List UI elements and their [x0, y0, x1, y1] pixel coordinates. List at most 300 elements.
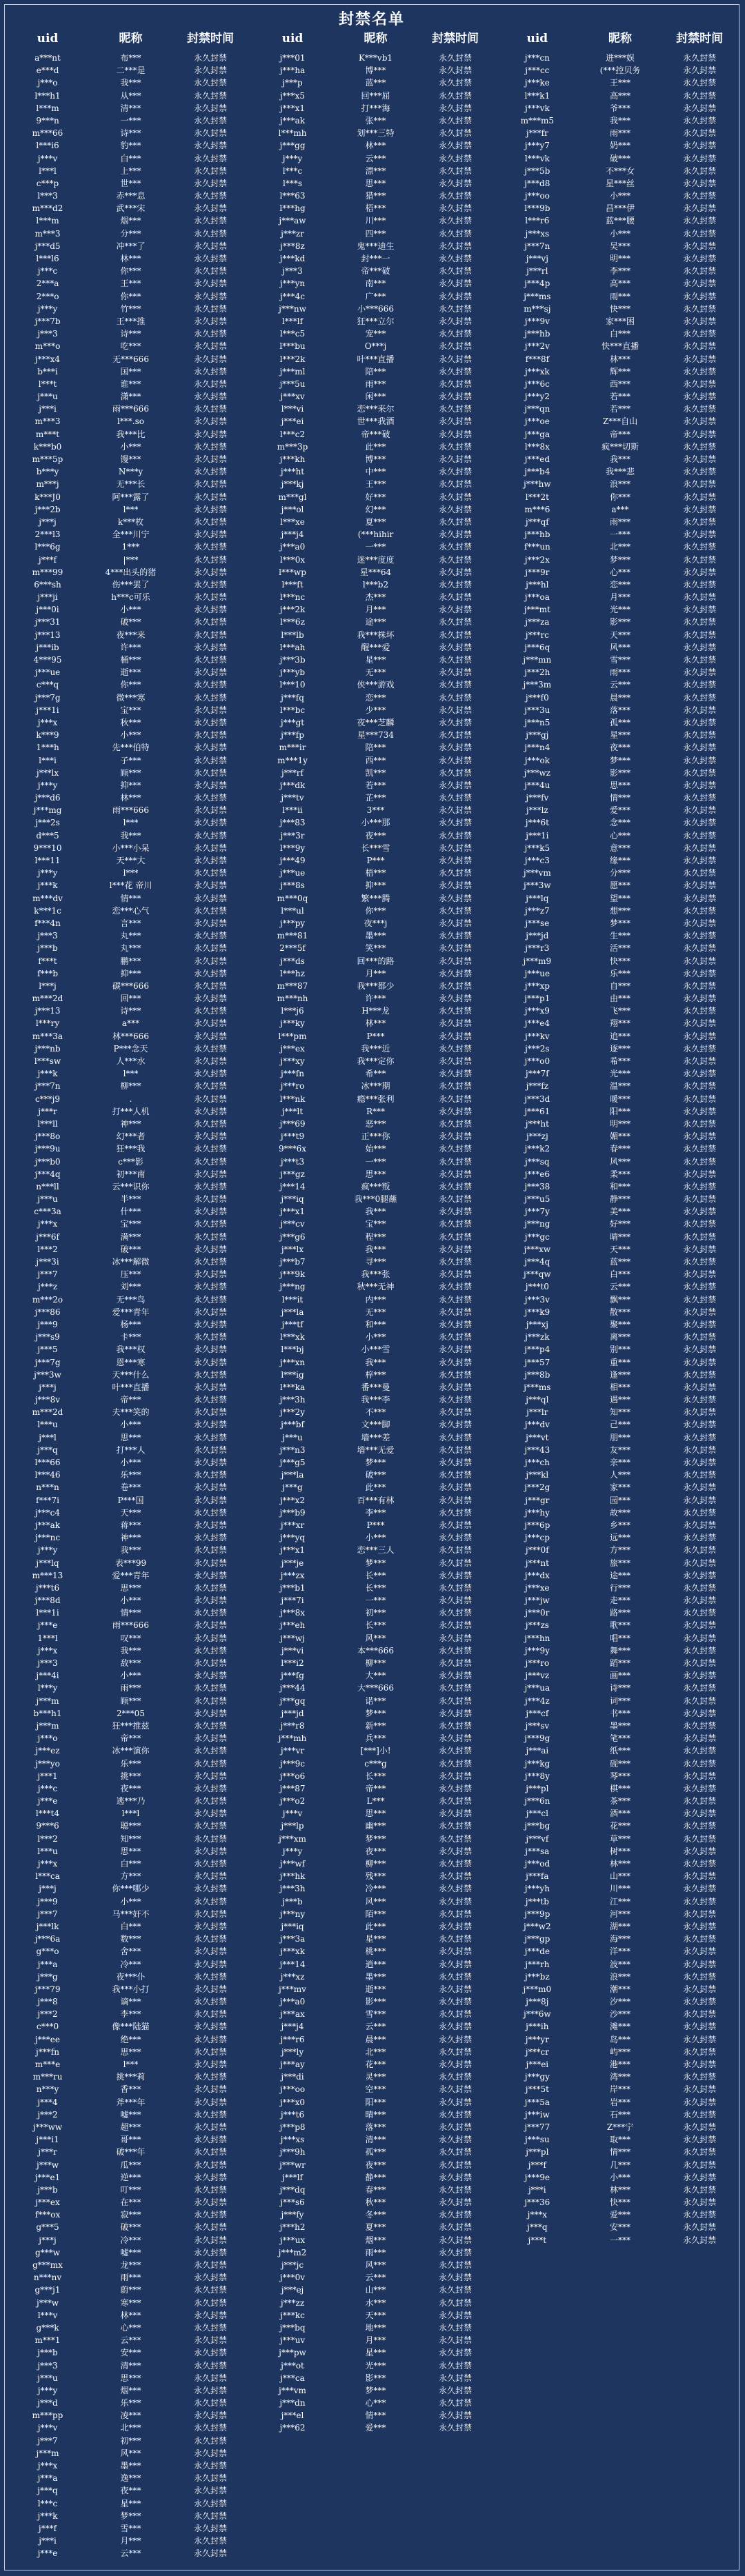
ban-entry — [495, 2409, 739, 2422]
ban-entry — [250, 1870, 495, 1882]
table-row — [5, 2096, 739, 2109]
ban-time-cell: 永久封禁 — [438, 504, 472, 514]
ban-time-cell: 永久封禁 — [683, 329, 717, 339]
ban-entry — [495, 114, 739, 127]
ban-time-cell: 永久封禁 — [193, 2034, 227, 2044]
uid-cell — [495, 2459, 580, 2472]
uid-cell: j***0v — [279, 2273, 306, 2283]
nickname-cell: 己*** — [609, 1420, 630, 1430]
uid-cell: j***mt — [524, 605, 550, 615]
ban-entry — [5, 1858, 250, 1870]
ban-time-cell: 永久封禁 — [683, 504, 717, 514]
ban-entry — [495, 1369, 739, 1381]
table-row — [5, 1030, 739, 1043]
uid-cell: j***m — [36, 1695, 59, 1706]
ban-time-cell: 永久封禁 — [683, 1934, 717, 1944]
nickname-cell: P***念天 — [113, 1043, 148, 1054]
table-row — [5, 1795, 739, 1807]
ban-time-cell: 永久封禁 — [193, 1345, 227, 1355]
ban-time-cell: 永久封禁 — [683, 2135, 717, 2145]
ban-time-cell: 永久封禁 — [683, 1984, 717, 1994]
ban-time-cell: 永久封禁 — [683, 203, 717, 214]
table-row — [5, 1695, 739, 1707]
uid-cell: j***nb — [34, 1043, 61, 1054]
ban-entry — [495, 1682, 739, 1694]
ban-time-cell: 永久封禁 — [438, 1043, 472, 1054]
ban-entry — [495, 378, 739, 390]
table-row — [5, 1130, 739, 1143]
ban-entry — [5, 1720, 250, 1732]
ban-time-cell: 永久封禁 — [683, 579, 717, 590]
nickname-cell: 滩*** — [609, 2022, 630, 2032]
nickname-cell: 林*** — [609, 2184, 630, 2195]
nickname-cell: N***y — [118, 467, 143, 477]
nickname-cell — [580, 2459, 661, 2472]
ban-entry — [250, 2008, 495, 2020]
ban-time-cell: 永久封禁 — [438, 392, 472, 402]
ban-time-cell: 永久封禁 — [193, 1382, 227, 1392]
ban-time-cell: 永久封禁 — [438, 1533, 472, 1543]
uid-cell: j***r3 — [525, 943, 550, 954]
ban-time-cell: 永久封禁 — [193, 2486, 227, 2496]
ban-entry — [495, 1607, 739, 1619]
ban-time-cell — [660, 2284, 739, 2296]
header-group — [250, 28, 495, 49]
uid-cell: j***k2 — [524, 1144, 550, 1154]
uid-cell: j***13 — [34, 630, 61, 640]
ban-entry — [495, 2196, 739, 2208]
ban-entry — [495, 2208, 739, 2221]
uid-cell: j***dk — [279, 780, 306, 790]
ban-time-cell: 永久封禁 — [438, 2335, 472, 2346]
uid-cell: j***v — [37, 2423, 58, 2433]
ban-time-cell: 永久封禁 — [438, 1821, 472, 1831]
ban-time-cell: 永久封禁 — [193, 1683, 227, 1693]
uid-cell: j***2v — [524, 341, 550, 352]
uid-cell: c***q — [36, 680, 59, 690]
ban-time-cell: 永久封禁 — [193, 1645, 227, 1656]
ban-entry — [5, 528, 250, 541]
nickname-cell: 山*** — [365, 2285, 386, 2295]
uid-cell: l***sw — [34, 1056, 61, 1066]
uid-cell: j***9k — [279, 1269, 306, 1280]
page-title: 封禁名单 — [338, 10, 405, 28]
nickname-cell: 布*** — [120, 53, 141, 63]
ban-entry — [250, 2510, 495, 2522]
ban-time-cell: 永久封禁 — [683, 1269, 717, 1280]
table-row — [5, 453, 739, 465]
uid-cell: j***7n — [34, 1081, 61, 1091]
ban-entry — [250, 214, 495, 227]
nickname-cell: 夜***来 — [116, 630, 146, 640]
nickname-cell: 一*** — [609, 530, 630, 540]
table-row — [5, 2259, 739, 2271]
table-row — [5, 1657, 739, 1669]
ban-time-cell: 永久封禁 — [438, 1031, 472, 1041]
ban-entry — [5, 892, 250, 905]
uid-cell: j***fa — [526, 1871, 549, 1882]
ban-time-cell: 永久封禁 — [438, 1859, 472, 1869]
ban-entry — [250, 2297, 495, 2309]
table-row — [5, 1758, 739, 1770]
ban-entry — [495, 165, 739, 177]
ban-entry — [495, 678, 739, 691]
ban-time-cell: 永久封禁 — [193, 1207, 227, 1217]
nickname-cell: 川*** — [609, 1884, 630, 1894]
nickname-cell: 影*** — [365, 1997, 386, 2007]
nickname-cell: 林*** — [365, 141, 386, 151]
uid-cell: j***ml — [279, 366, 306, 376]
uid-cell: j***d6 — [34, 793, 61, 803]
table-row — [5, 2284, 739, 2296]
ban-entry — [250, 1758, 495, 1770]
ban-time-cell: 永久封禁 — [438, 1369, 472, 1380]
uid-cell: j***3w — [34, 1369, 61, 1380]
ban-time-cell: 永久封禁 — [438, 1445, 472, 1455]
uid-cell: j***u5 — [524, 1194, 550, 1205]
nickname-cell: 月*** — [120, 2536, 141, 2546]
ban-time-cell: 永久封禁 — [438, 1645, 472, 1656]
nickname-cell: 文***脚 — [361, 1420, 390, 1430]
uid-cell: g***o — [36, 1946, 59, 1957]
ban-entry — [5, 792, 250, 804]
ban-entry — [495, 2171, 739, 2184]
ban-time-cell: 永久封禁 — [193, 2373, 227, 2383]
ban-entry — [5, 353, 250, 365]
ban-time-cell: 永久封禁 — [683, 153, 717, 163]
nickname-cell: 一*** — [365, 1596, 386, 1606]
nickname-cell — [580, 2547, 661, 2559]
nickname-cell: 棋*** — [609, 1783, 630, 1793]
ban-time-cell: 永久封禁 — [683, 1156, 717, 1167]
uid-cell — [250, 2547, 335, 2559]
uid-cell: j***x — [527, 2210, 548, 2220]
ban-entry — [495, 554, 739, 566]
nickname-cell: 清*** — [365, 2135, 386, 2145]
nickname-cell: 我*** — [120, 78, 141, 88]
nickname-cell: 雨*** — [609, 516, 630, 527]
uid-cell: j***x — [37, 1219, 58, 1229]
uid-cell: j***zr — [281, 228, 304, 239]
ban-entry — [495, 1268, 739, 1280]
nickname-cell: 远*** — [609, 1533, 630, 1543]
ban-entry — [5, 1732, 250, 1744]
ban-entry — [5, 1782, 250, 1795]
ban-entry — [5, 716, 250, 729]
ban-time-cell: 永久封禁 — [683, 743, 717, 753]
uid-cell: j***dn — [279, 2398, 306, 2408]
ban-time-cell: 永久封禁 — [683, 1720, 717, 1731]
ban-entry — [495, 2535, 739, 2547]
ban-entry — [5, 2020, 250, 2033]
uid-cell: b***i — [37, 366, 58, 376]
uid-cell: j***ak — [34, 1520, 61, 1530]
uid-cell: j***n5 — [524, 717, 550, 727]
ban-entry — [495, 2109, 739, 2121]
table-row — [5, 854, 739, 867]
ban-time-cell: 永久封禁 — [438, 1708, 472, 1718]
nickname-cell: 星***64 — [359, 567, 392, 577]
nickname-cell: 思*** — [120, 1432, 141, 1442]
ban-entry — [5, 1393, 250, 1406]
ban-time-cell: 永久封禁 — [683, 1169, 717, 1179]
ban-entry — [5, 1657, 250, 1669]
table-row — [5, 779, 739, 792]
ban-entry — [5, 1331, 250, 1343]
nickname-cell: 压*** — [120, 1269, 141, 1280]
uid-cell: j***38 — [524, 1181, 550, 1191]
ban-entry — [5, 1744, 250, 1757]
ban-entry — [5, 566, 250, 578]
uid-cell: j***f — [38, 2523, 57, 2533]
ban-time-cell: 永久封禁 — [193, 479, 227, 490]
ban-entry — [250, 390, 495, 403]
ban-time-cell: 永久封禁 — [438, 2034, 472, 2044]
uid-cell — [495, 2271, 580, 2284]
ban-entry — [495, 1744, 739, 1757]
ban-entry — [5, 2472, 250, 2484]
nickname-cell: 小*** — [609, 228, 630, 239]
ban-time-cell: 永久封禁 — [193, 1006, 227, 1016]
ban-time-cell: 永久封禁 — [683, 1219, 717, 1229]
uid-cell: j***o0 — [524, 1056, 550, 1066]
ban-time-cell: 永久封禁 — [193, 1432, 227, 1442]
nickname-cell: 晨*** — [609, 692, 630, 703]
ban-entry — [250, 1456, 495, 1469]
table-row — [5, 804, 739, 816]
ban-time-cell: 永久封禁 — [193, 1482, 227, 1493]
nickname-cell — [335, 2459, 416, 2472]
uid-cell: j***r6 — [280, 2034, 305, 2044]
uid-cell: j***x — [37, 717, 58, 727]
uid-cell: j***ei — [526, 2060, 549, 2069]
ban-time-cell: 永久封禁 — [683, 404, 717, 414]
nickname-cell: 相*** — [609, 1382, 630, 1392]
uid-cell — [250, 2435, 335, 2447]
ban-entry — [250, 2522, 495, 2535]
ban-time-cell: 永久封禁 — [193, 1081, 227, 1091]
uid-cell: k***b0 — [33, 441, 62, 452]
ban-time-cell: 永久封禁 — [438, 1971, 472, 1982]
nickname-cell: 叶***直播 — [112, 1382, 150, 1392]
nickname-cell: 琴*** — [609, 1771, 630, 1781]
nickname-cell: 天***大 — [116, 856, 146, 865]
ban-entry — [250, 503, 495, 516]
ban-entry — [250, 2284, 495, 2296]
nickname-cell: 梦*** — [609, 918, 630, 928]
nickname-cell — [335, 2447, 416, 2459]
nickname-cell: 中*** — [365, 467, 386, 477]
nickname-cell: 墨*** — [609, 1720, 630, 1731]
nickname-cell: 夏*** — [365, 516, 386, 527]
ban-time-cell: 永久封禁 — [683, 1971, 717, 1982]
nickname-cell: 顾*** — [120, 767, 141, 778]
nickname-cell: 天*** — [120, 1507, 141, 1518]
ban-entry — [5, 591, 250, 603]
nickname-cell: 王***推 — [116, 316, 146, 326]
table-row — [5, 1858, 739, 1870]
table-row — [5, 2109, 739, 2121]
uid-cell: j***y — [37, 303, 58, 314]
ban-entry — [5, 1243, 250, 1256]
ban-time-cell: 永久封禁 — [438, 530, 472, 540]
ban-time-cell: 永久封禁 — [193, 1921, 227, 1931]
ban-time-cell: 永久封禁 — [438, 818, 472, 828]
nickname-cell: 小*** — [120, 605, 141, 615]
nickname-cell: 风*** — [609, 642, 630, 652]
uid-cell: j***zs — [525, 1620, 549, 1631]
ban-entry — [495, 1582, 739, 1594]
ban-entry — [250, 1193, 495, 1205]
ban-time-cell: 永久封禁 — [438, 379, 472, 389]
nickname-cell: l***b2 — [362, 579, 389, 590]
ban-entry — [250, 1557, 495, 1569]
nickname-cell: 途*** — [609, 1570, 630, 1580]
uid-cell: j***p1 — [524, 994, 550, 1004]
nickname-cell: 帝*** — [609, 429, 630, 439]
nickname-cell: 天*** — [365, 2310, 386, 2320]
ban-time-cell: 永久封禁 — [438, 454, 472, 464]
ban-time-cell: 永久封禁 — [683, 1056, 717, 1066]
ban-time-cell: 永久封禁 — [193, 115, 227, 125]
nickname-cell: 奶*** — [609, 141, 630, 151]
ban-entry — [5, 616, 250, 628]
uid-cell: j***vr — [280, 1746, 305, 1756]
uid-cell: j***h2 — [279, 2222, 306, 2233]
ban-time-cell: 永久封禁 — [438, 918, 472, 928]
ban-time-cell: 永久封禁 — [193, 354, 227, 364]
ban-time-cell: 永久封禁 — [438, 2385, 472, 2395]
ban-entry — [5, 1168, 250, 1180]
ban-entry — [5, 2071, 250, 2083]
nickname-cell: 林*** — [365, 1018, 386, 1029]
table-row — [5, 2171, 739, 2184]
ban-entry — [250, 616, 495, 628]
ban-time-cell — [660, 2447, 739, 2459]
ban-time-cell: 永久封禁 — [438, 1507, 472, 1518]
ban-time-cell: 永久封禁 — [193, 2197, 227, 2208]
nickname-cell: 安*** — [120, 2348, 141, 2358]
ban-entry — [495, 2020, 739, 2033]
ban-entry — [5, 2322, 250, 2334]
ban-time-cell: 永久封禁 — [193, 1458, 227, 1467]
uid-cell: j***0r — [525, 1608, 550, 1618]
ban-entry — [250, 754, 495, 767]
nickname-cell: Z***宁 — [606, 2122, 634, 2132]
ban-entry — [5, 428, 250, 441]
uid-cell: j***ue — [279, 868, 306, 878]
uid-cell: j***4q — [34, 1169, 61, 1179]
uid-cell: l***xe — [280, 516, 305, 527]
nickname-cell: 梦*** — [365, 1558, 386, 1568]
nickname-cell: 笔*** — [609, 1733, 630, 1744]
nickname-cell: 飞*** — [609, 1006, 630, 1016]
uid-cell: l***ka — [279, 1382, 306, 1392]
nickname-cell: 进***娱 — [605, 53, 635, 63]
header-uid: uid — [526, 32, 548, 46]
nickname-cell: 王*** — [120, 279, 141, 289]
uid-cell: j***n3 — [279, 1445, 306, 1455]
uid-cell: l***t — [38, 379, 57, 389]
ban-entry — [495, 1481, 739, 1493]
uid-cell: j***ro — [280, 1081, 305, 1091]
uid-cell: j***zk — [525, 1332, 550, 1342]
ban-entry — [250, 1118, 495, 1130]
ban-time-cell: 永久封禁 — [438, 2398, 472, 2408]
nickname-cell: l***花 帝川 — [109, 881, 152, 891]
ban-time-cell: 永久封禁 — [193, 2210, 227, 2220]
nickname-cell: 秋*** — [120, 717, 141, 727]
uid-cell: j***q — [37, 1445, 58, 1455]
uid-cell — [495, 2384, 580, 2397]
uid-cell: j***7y — [524, 1207, 550, 1217]
ban-entry — [250, 1669, 495, 1682]
ban-time-cell: 永久封禁 — [193, 2498, 227, 2508]
uid-cell: j***wz — [524, 767, 550, 778]
nickname-cell: 光*** — [609, 1069, 630, 1079]
table-row — [5, 879, 739, 892]
ban-entry — [5, 2271, 250, 2284]
ban-entry — [495, 967, 739, 980]
ban-entry — [495, 478, 739, 490]
nickname-cell: 长*** — [365, 1582, 386, 1593]
nickname-cell: 新*** — [365, 1720, 386, 1731]
ban-entry — [250, 1343, 495, 1356]
table-row — [5, 1043, 739, 1055]
ban-entry — [5, 2096, 250, 2109]
uid-cell — [250, 2522, 335, 2535]
ban-entry — [495, 1218, 739, 1230]
ban-entry — [5, 1582, 250, 1594]
nickname-cell: Z***自山 — [602, 416, 638, 427]
table-row — [5, 52, 739, 64]
uid-cell: j***y — [282, 153, 303, 163]
uid-cell: j***7 — [37, 2435, 58, 2446]
ban-time-cell: 永久封禁 — [438, 216, 472, 226]
uid-cell: j***r — [38, 1106, 57, 1116]
ban-time-cell: 永久封禁 — [193, 1181, 227, 1191]
ban-time-cell: 永久封禁 — [193, 1758, 227, 1769]
ban-time-cell: 永久封禁 — [193, 1809, 227, 1819]
ban-time-cell: 永久封禁 — [683, 530, 717, 540]
ban-entry — [5, 1531, 250, 1544]
ban-time-cell: 永久封禁 — [438, 994, 472, 1004]
uid-cell: j***ue — [524, 968, 550, 978]
ban-entry — [5, 478, 250, 490]
ban-time-cell: 永久封禁 — [193, 705, 227, 715]
nickname-cell: 梓*** — [365, 1369, 386, 1380]
ban-time-cell: 永久封禁 — [438, 128, 472, 139]
ban-entry — [495, 1318, 739, 1331]
nickname-cell: 小*** — [120, 730, 141, 741]
table-row — [5, 1557, 739, 1569]
uid-cell: j***za — [525, 617, 550, 627]
table-row — [5, 1833, 739, 1845]
header-uid: uid — [281, 32, 304, 46]
ban-entry — [5, 1406, 250, 1418]
ban-entry — [5, 804, 250, 816]
uid-cell: j***0i — [36, 605, 59, 615]
ban-time-cell: 永久封禁 — [193, 2348, 227, 2358]
uid-cell: m***nh — [277, 994, 308, 1004]
ban-entry — [250, 1418, 495, 1431]
uid-cell: j***b — [37, 2184, 58, 2195]
ban-entry — [495, 415, 739, 427]
ban-time-cell: 永久封禁 — [438, 1156, 472, 1167]
nickname-cell: 一*** — [365, 1156, 386, 1167]
uid-cell: j***c3 — [524, 856, 550, 865]
ban-time-cell: 永久封禁 — [438, 1231, 472, 1242]
